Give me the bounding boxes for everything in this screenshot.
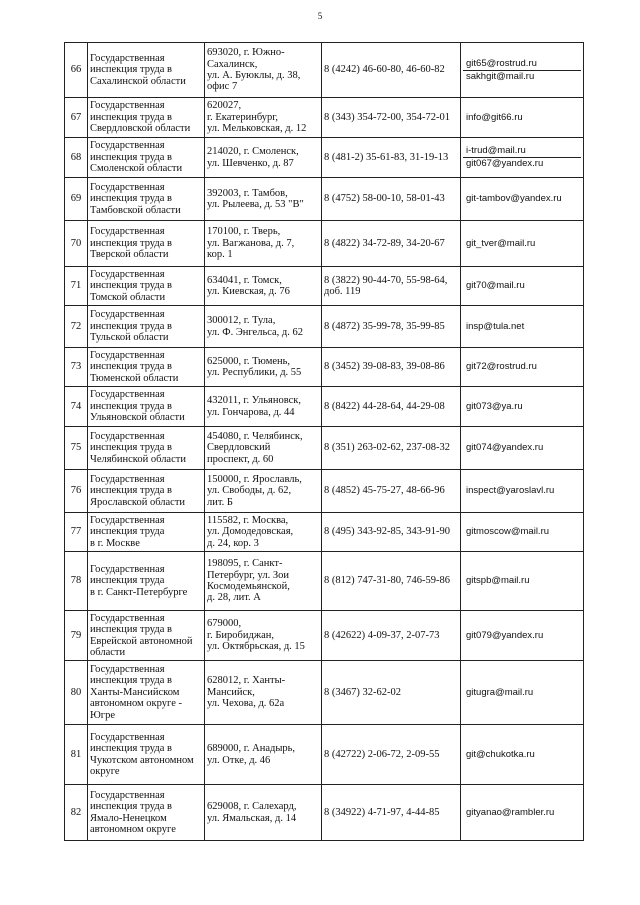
cell-line: 628012, г. Ханты- [207, 675, 286, 687]
cell-line: Государственная [90, 100, 165, 112]
cell-line: 629008, г. Салехард, [207, 801, 297, 813]
postal-address [205, 513, 322, 552]
cell-line: Государственная [90, 309, 165, 321]
cell-line: округе [90, 765, 120, 777]
cell-line: 634041, г. Томск, [207, 274, 282, 286]
cell-line: инспекция труда в [90, 400, 172, 412]
cell-line: 8 (42622) 4-09-37, 2-07-73 [324, 629, 440, 641]
postal-address [205, 427, 322, 470]
cell-line: Смоленской области [90, 163, 183, 175]
cell-line: 8 (3467) 32-62-02 [324, 686, 401, 698]
inspection-name [88, 725, 205, 785]
cell-line: 693020, г. Южно- [207, 47, 285, 59]
table-row [65, 513, 584, 552]
inspection-name [88, 348, 205, 387]
page-number: 5 [317, 11, 323, 21]
inspection-name [88, 470, 205, 513]
email-address[interactable]: gitmoscow@mail.ru [466, 526, 550, 537]
email-cell [461, 470, 584, 513]
labor-inspection-contacts-table [64, 42, 584, 841]
cell-line: Сахалинск, [207, 58, 258, 70]
email-cell [461, 427, 584, 470]
cell-line: ул. Рылеева, д. 53 "В" [207, 199, 304, 210]
cell-line: 198095, г. Санкт- [207, 558, 283, 570]
cell-line: офис 7 [207, 81, 238, 93]
row-number: 73 [65, 348, 88, 387]
cell-line: 115582, г. Москва, [207, 514, 289, 526]
cell-line: Ярославской области [90, 496, 186, 508]
cell-line: ул. Октябрьская, д. 15 [207, 641, 305, 653]
table-row [65, 267, 584, 306]
inspection-name [88, 138, 205, 178]
table-row [65, 470, 584, 513]
inspection-name [88, 661, 205, 725]
email-cell [461, 552, 584, 611]
row-number: 75 [65, 427, 88, 470]
email-cell [461, 725, 584, 785]
cell-line: кор. 1 [207, 249, 233, 261]
postal-address [205, 98, 322, 138]
cell-line: 689000, г. Анадырь, [207, 743, 296, 755]
row-number: 72 [65, 306, 88, 348]
cell-line: 8 (495) 343-92-85, 343-91-90 [324, 526, 450, 538]
cell-line: Томской области [90, 291, 166, 303]
cell-line: 392003, г. Тамбов, [207, 187, 288, 199]
cell-line: г. Екатеринбург, [207, 111, 279, 123]
phone-numbers [322, 470, 461, 513]
cell-line: Государственная [90, 52, 165, 64]
cell-line: Свердловской области [90, 123, 191, 135]
phone-numbers [322, 387, 461, 427]
cell-line: 8 (4752) 58-00-10, 58-01-43 [324, 193, 445, 205]
row-number: 70 [65, 221, 88, 267]
postal-address [205, 661, 322, 725]
table-row [65, 611, 584, 661]
email-address[interactable]: git65@rostrud.ru [463, 58, 581, 71]
cell-line: Государственная [90, 140, 165, 152]
phone-numbers [322, 661, 461, 725]
table-row [65, 43, 584, 98]
row-number: 68 [65, 138, 88, 178]
cell-line: Государственная [90, 268, 165, 280]
email-cell [461, 178, 584, 221]
table-row [65, 427, 584, 470]
cell-line: Тверской области [90, 249, 169, 261]
cell-line: ул. Свободы, д. 62, [207, 485, 292, 497]
cell-line: 454080, г. Челябинск, [207, 430, 303, 442]
email-cell [461, 611, 584, 661]
cell-line: Государственная [90, 349, 165, 361]
cell-line: ул. Ямальская, д. 14 [207, 812, 297, 824]
cell-line: д. 24, кор. 3 [207, 537, 259, 549]
postal-address [205, 43, 322, 98]
phone-numbers [322, 611, 461, 661]
row-number: 76 [65, 470, 88, 513]
cell-line: ул. Домодедовская, [207, 526, 294, 538]
cell-line: 432011, г. Ульяновск, [207, 395, 301, 407]
cell-line: инспекция труда в [90, 743, 172, 755]
phone-numbers [322, 427, 461, 470]
cell-line: инспекция труда в [90, 280, 172, 292]
email-address[interactable]: git72@rostrud.ru [466, 361, 537, 372]
cell-line: ул. Мельковская, д. 12 [207, 123, 307, 135]
email-address[interactable]: i-trud@mail.ru [463, 145, 581, 158]
table-body [65, 43, 584, 841]
cell-line: Петербург, ул. Зои [207, 569, 289, 581]
inspection-name [88, 387, 205, 427]
cell-line: ул. Отке, д. 46 [207, 754, 271, 766]
row-number: 82 [65, 785, 88, 841]
postal-address [205, 470, 322, 513]
cell-line: ул. Ф. Энгельса, д. 62 [207, 326, 304, 338]
cell-line: инспекция труда в [90, 485, 172, 497]
phone-numbers [322, 785, 461, 841]
cell-line: ул. Гончарова, д. 44 [207, 406, 295, 418]
cell-line: Ямало-Ненецком [90, 812, 167, 824]
cell-line: 8 (3822) 90-44-70, 55-98-64, [324, 274, 448, 286]
phone-numbers [322, 98, 461, 138]
cell-line: 8 (481-2) 35-61-83, 31-19-13 [324, 151, 449, 163]
cell-line: 8 (4852) 45-75-27, 48-66-96 [324, 485, 445, 497]
email-cell [461, 221, 584, 267]
cell-line: Государственная [90, 389, 165, 401]
cell-line: Государственная [90, 430, 165, 442]
cell-line: 8 (4242) 46-60-80, 46-60-82 [324, 64, 445, 76]
cell-line: инспекция труда в [90, 442, 172, 454]
cell-line: Еврейской автономной [90, 635, 193, 647]
cell-line: Чукотском автономном [90, 754, 194, 766]
cell-line: г. Биробиджан, [207, 629, 274, 641]
cell-line: 625000, г. Тюмень, [207, 355, 291, 367]
cell-line: доб. 119 [324, 286, 361, 297]
email-address[interactable]: gitugra@mail.ru [466, 686, 534, 698]
table-row [65, 348, 584, 387]
cell-line: 214020, г. Смоленск, [207, 146, 299, 158]
email-cell [461, 98, 584, 138]
cell-line: 8 (4822) 34-72-89, 34-20-67 [324, 237, 445, 249]
email-address[interactable]: git-tambov@yandex.ru [466, 193, 562, 204]
phone-numbers [322, 348, 461, 387]
cell-line: инспекция труда в [90, 64, 172, 76]
cell-line: инспекция труда в [90, 193, 172, 205]
cell-line: Ульяновской области [90, 412, 185, 424]
cell-line: ул. Чехова, д. 62а [207, 698, 285, 710]
cell-line: Тамбовской области [90, 204, 181, 216]
cell-line: 620027, [207, 100, 242, 112]
cell-line: ул. А. Буюклы, д. 38, [207, 70, 301, 81]
phone-numbers [322, 267, 461, 306]
cell-line: Государственная [90, 563, 165, 575]
inspection-name [88, 98, 205, 138]
phone-numbers [322, 306, 461, 348]
email-address[interactable]: info@git66.ru [466, 111, 523, 123]
cell-line: Государственная [90, 612, 165, 624]
inspection-name [88, 611, 205, 661]
cell-line: 8 (4872) 35-99-78, 35-99-85 [324, 320, 445, 332]
row-number: 71 [65, 267, 88, 306]
cell-line: д. 28, лит. А [207, 592, 261, 604]
cell-line: 8 (343) 354-72-00, 354-72-01 [324, 111, 450, 123]
email-address[interactable]: git@chukotka.ru [466, 748, 535, 760]
cell-line: Челябинской области [90, 453, 186, 465]
cell-line: Государственная [90, 731, 165, 743]
table-row [65, 725, 584, 785]
email-address[interactable]: git073@ya.ru [466, 400, 523, 412]
phone-numbers [322, 43, 461, 98]
cell-line: в г. Москве [90, 537, 140, 549]
email-cell [461, 661, 584, 725]
inspection-name [88, 513, 205, 552]
cell-line: Сахалинской области [90, 75, 186, 87]
postal-address [205, 552, 322, 611]
cell-line: Югре [90, 709, 116, 721]
email-address[interactable]: git_tver@mail.ru [466, 237, 536, 249]
email-address[interactable]: git079@yandex.ru [466, 629, 544, 641]
row-number: 66 [65, 43, 88, 98]
email-cell [461, 348, 584, 387]
cell-line: Свердловский [207, 442, 271, 454]
cell-line: 679000, [207, 618, 242, 630]
cell-line: 150000, г. Ярославль, [207, 473, 302, 485]
cell-line: 8 (3452) 39-08-83, 39-08-86 [324, 361, 445, 373]
inspection-name [88, 785, 205, 841]
cell-line: 8 (812) 747-31-80, 746-59-86 [324, 575, 450, 587]
cell-line: Космодемьянской, [207, 581, 290, 592]
inspection-name [88, 267, 205, 306]
cell-line: 8 (34922) 4-71-97, 4-44-85 [324, 806, 440, 818]
email-address[interactable]: gityanao@rambler.ru [466, 806, 555, 818]
cell-line: Ханты-Мансийском [90, 686, 180, 698]
table-row [65, 221, 584, 267]
table-row [65, 306, 584, 348]
email-address[interactable]: inspect@yaroslavl.ru [466, 485, 555, 496]
postal-address [205, 387, 322, 427]
email-address[interactable]: insp@tula.net [466, 320, 525, 332]
cell-line: инспекция труда [90, 526, 165, 538]
cell-line: инспекция труда в [90, 151, 172, 163]
email-address[interactable]: gitspb@mail.ru [466, 575, 530, 586]
cell-line: инспекция труда в [90, 111, 172, 123]
email-cell [461, 267, 584, 306]
email-cell [461, 43, 584, 98]
email-cell [461, 138, 584, 178]
table-row [65, 552, 584, 611]
cell-line: ул. Вагжанова, д. 7, [207, 237, 295, 249]
cell-line: 8 (351) 263-02-62, 237-08-32 [324, 442, 450, 454]
cell-line: области [90, 646, 126, 658]
cell-line: проспект, д. 60 [207, 453, 274, 465]
email-address[interactable]: git70@mail.ru [466, 280, 525, 291]
email-address[interactable]: sakhgit@mail.ru [466, 70, 535, 82]
cell-line: Государственная [90, 473, 165, 485]
inspection-name [88, 552, 205, 611]
postal-address [205, 348, 322, 387]
email-cell [461, 785, 584, 841]
cell-line: инспекция труда [90, 575, 165, 587]
cell-line: инспекция труда в [90, 237, 172, 249]
table-row [65, 178, 584, 221]
cell-line: ул. Киевская, д. 76 [207, 286, 290, 297]
postal-address [205, 178, 322, 221]
cell-line: инспекция труда в [90, 361, 172, 373]
email-cell [461, 513, 584, 552]
cell-line: 8 (42722) 2-06-72, 2-09-55 [324, 748, 440, 760]
row-number: 69 [65, 178, 88, 221]
cell-line: Государственная [90, 663, 165, 675]
row-number: 79 [65, 611, 88, 661]
cell-line: автономном округе [90, 823, 176, 835]
inspection-name [88, 427, 205, 470]
cell-line: Государственная [90, 226, 165, 238]
row-number: 80 [65, 661, 88, 725]
cell-line: инспекция труда в [90, 675, 172, 687]
cell-line: Тульской области [90, 332, 169, 344]
cell-line: Тюменской области [90, 372, 179, 384]
cell-line: лит. Б [207, 496, 233, 508]
email-address[interactable]: git074@yandex.ru [466, 442, 544, 453]
table-row [65, 661, 584, 725]
cell-line: ул. Шевченко, д. 87 [207, 157, 294, 169]
cell-line: инспекция труда в [90, 320, 172, 332]
row-number: 67 [65, 98, 88, 138]
cell-line: 170100, г. Тверь, [207, 226, 281, 238]
cell-line: Государственная [90, 789, 165, 801]
phone-numbers [322, 221, 461, 267]
postal-address [205, 785, 322, 841]
row-number: 77 [65, 513, 88, 552]
phone-numbers [322, 178, 461, 221]
cell-line: Государственная [90, 514, 165, 526]
postal-address [205, 611, 322, 661]
table-row [65, 138, 584, 178]
postal-address [205, 306, 322, 348]
cell-line: автономном округе - [90, 698, 182, 710]
table-row [65, 785, 584, 841]
cell-line: 8 (8422) 44-28-64, 44-29-08 [324, 400, 445, 412]
email-cell [461, 306, 584, 348]
phone-numbers [322, 725, 461, 785]
inspection-name [88, 306, 205, 348]
table-row [65, 387, 584, 427]
inspection-name [88, 178, 205, 221]
postal-address [205, 725, 322, 785]
table-row [65, 98, 584, 138]
cell-line: ул. Республики, д. 55 [207, 367, 302, 378]
inspection-name [88, 43, 205, 98]
cell-line: Государственная [90, 181, 165, 193]
postal-address [205, 221, 322, 267]
inspection-name [88, 221, 205, 267]
postal-address [205, 138, 322, 178]
cell-line: Мансийск, [207, 686, 255, 698]
phone-numbers [322, 138, 461, 178]
row-number: 74 [65, 387, 88, 427]
email-cell [461, 387, 584, 427]
cell-line: инспекция труда в [90, 801, 172, 813]
row-number: 81 [65, 725, 88, 785]
cell-line: 300012, г. Тула, [207, 315, 276, 327]
row-number: 78 [65, 552, 88, 611]
email-address[interactable]: git067@yandex.ru [466, 158, 544, 169]
phone-numbers [322, 513, 461, 552]
phone-numbers [322, 552, 461, 611]
cell-line: в г. Санкт-Петербурге [90, 586, 188, 598]
cell-line: инспекция труда в [90, 624, 172, 636]
postal-address [205, 267, 322, 306]
